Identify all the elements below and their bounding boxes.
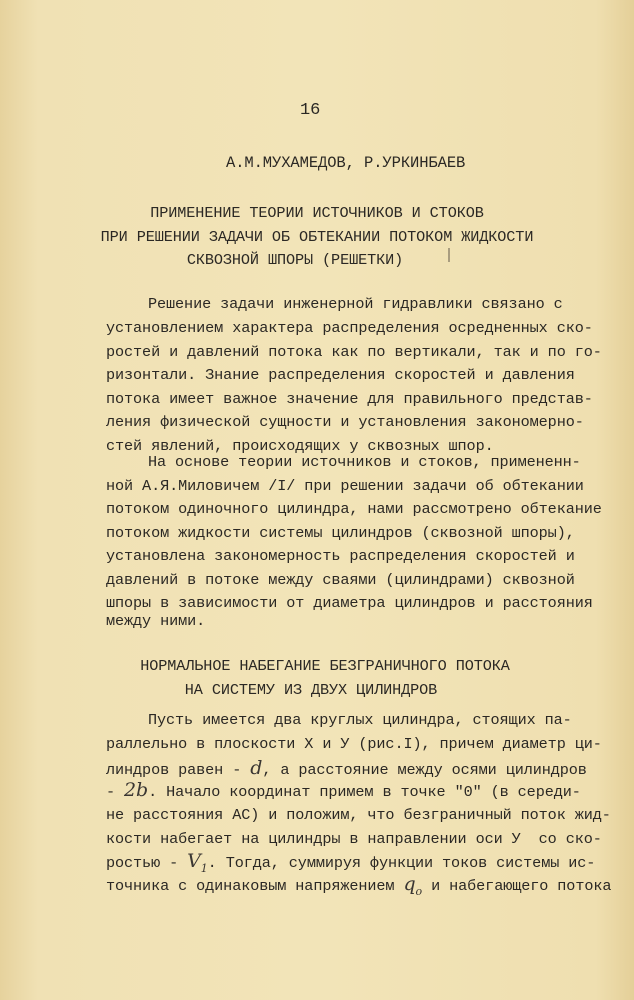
text-line: установлением характера распределения осредненных ско-	[106, 319, 593, 337]
text-line: раллельно в плоскости X и У (рис.I), причем диаметр ци-	[106, 735, 602, 753]
heading-line: НА СИСТЕМУ ИЗ ДВУХ ЦИЛИНДРОВ	[184, 681, 438, 699]
text-line: потоком жидкости системы цилиндров (сквозной шпоры),	[106, 524, 575, 542]
text-line: установлена закономерность распределения скоростей и	[106, 547, 575, 565]
text-line: давлений в потоке между сваями (цилиндрами) сквозной	[106, 571, 575, 589]
title-line: ПРИ РЕШЕНИИ ЗАДАЧИ ОБ ОБТЕКАНИИ ПОТОКОМ ЖИДКОСТИ	[100, 228, 534, 246]
text-line: стей явлений, происходящих у сквозных шпор.	[106, 437, 494, 455]
text-line: ризонтали. Знание распределения скоростей и давления	[106, 366, 575, 384]
symbol-v1: $V_1$	[187, 850, 208, 875]
text-line: ной А.Я.Миловичем /I/ при решении задачи об обтекании	[106, 477, 584, 495]
symbol-d: d	[250, 757, 263, 779]
text-line: ростей и давлений потока как по вертикали, так и по го-	[106, 343, 602, 361]
text-line: кости набегает на цилиндры в направлении оси У со ско-	[106, 830, 602, 848]
title-line: ПРИМЕНЕНИЕ ТЕОРИИ ИСТОЧНИКОВ И СТОКОВ	[150, 204, 484, 222]
text-line: шпоры в зависимости от диаметра цилиндров и расстояния	[106, 594, 593, 612]
text-line: - 2b. Начало координат примем в точке "0" (в середи-	[106, 779, 581, 801]
text-line: между ними.	[106, 612, 206, 630]
pencil-mark	[448, 248, 450, 262]
symbol-q0: $q_o$	[403, 873, 423, 898]
text-line: не расстояния АС) и положим, что безграничный поток жид-	[106, 806, 611, 824]
text-line: потока имеет важное значение для правильного представ-	[106, 390, 593, 408]
text-line: На основе теории источников и стоков, примененн-	[148, 453, 581, 471]
text-line: ления физической сущности и установления закономерно-	[106, 413, 584, 431]
page-number: 16	[300, 101, 321, 120]
text-line: линдров равен - d, а расстояние между осями цилиндров	[106, 757, 587, 779]
authors: А.М.МУХАМЕДОВ, Р.УРКИНБАЕВ	[226, 154, 466, 172]
symbol-2b: 2b	[124, 779, 149, 801]
text-line: потоком одиночного цилиндра, нами рассмотрено обтекание	[106, 500, 602, 518]
text-line: ростью - $V_1$. Тогда, суммируя функции токов системы ис-	[106, 850, 596, 875]
text-line: Пусть имеется два круглых цилиндра, стоящих па-	[148, 711, 572, 729]
heading-line: НОРМАЛЬНОЕ НАБЕГАНИЕ БЕЗГРАНИЧНОГО ПОТОКА	[140, 657, 510, 675]
text-line: точника с одинаковым напряжением $q_o$ и набегающего потока	[106, 873, 612, 898]
title-line: СКВОЗНОЙ ШПОРЫ (РЕШЕТКИ)	[186, 251, 404, 269]
text-line: Решение задачи инженерной гидравлики связано с	[148, 295, 563, 313]
